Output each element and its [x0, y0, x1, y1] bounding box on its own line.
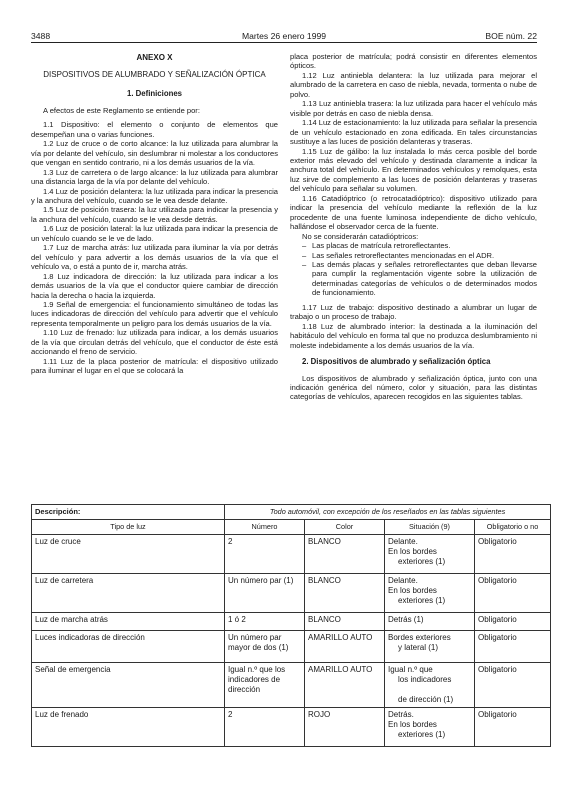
- definition-1-16: 1.16 Catadióptrico (o retrocatadióptrico): dispositivo utilizado para indicar la presencia del vehículo mediante la reflexión de la luz procedente de una fuente luminosa independiente de dicho vehículo, hallándose el observador cerca de la fuente.: [290, 193, 537, 232]
- section-2-heading: 2. Dispositivos de alumbrado y señalización óptica: [302, 357, 491, 367]
- situacion-line: En los bordes: [388, 547, 437, 556]
- column-header-obligatorio: Obligatorio o no: [475, 520, 551, 535]
- situacion-line: y lateral (1): [398, 643, 439, 652]
- definition-1-1: 1.1 Dispositivo: el elemento o conjunto de elementos que desempeñan una o varias funciones.: [31, 120, 278, 139]
- intro-paragraph: A efectos de este Reglamento se entiende por:: [43, 105, 200, 115]
- situacion-line: exteriores (1): [398, 730, 446, 739]
- cell-obligatorio: Obligatorio: [475, 631, 551, 663]
- cell-obligatorio: Obligatorio: [475, 535, 551, 574]
- right-column: [290, 52, 537, 402]
- section-2-paragraph: Los dispositivos de alumbrado y señalización óptica, junto con una indicación genérica del número, color y situación, para las distintas categorías de vehículos, aparecen recogidos en las siguientes tablas.: [290, 373, 537, 402]
- definition-1-12: 1.12 Luz antiniebla delantera: la luz utilizada para mejorar el alumbrado de la carretera en caso de niebla, nevada, tormenta o nube de polvo.: [290, 70, 537, 99]
- table-row: [32, 708, 551, 747]
- cell-situacion: [385, 708, 475, 747]
- cell-obligatorio: Obligatorio: [475, 708, 551, 747]
- page-header: [31, 29, 537, 41]
- cell-numero: Un número par (1): [225, 574, 305, 613]
- situacion-line: Igual n.º que: [388, 665, 433, 674]
- definition-1-3: 1.3 Luz de carretera o de largo alcance: la luz utilizada para alumbrar una distancia larga de la vía por delante del vehículo.: [31, 167, 278, 187]
- definition-1-18: 1.18 Luz de alumbrado interior: la destinada a la iluminación del habitáculo del vehículo en forma tal que no produzca deslumbramiento ni moleste indebidamente a los demás usuarios de la vía.: [290, 321, 537, 350]
- annex-subtitle: DISPOSITIVOS DE ALUMBRADO Y SEÑALIZACIÓN ÓPTICA: [43, 70, 266, 80]
- cell-tipo: Luz de cruce: [32, 535, 225, 574]
- cell-obligatorio: Obligatorio: [475, 613, 551, 631]
- definition-1-9: 1.9 Señal de emergencia: el funcionamiento simultáneo de todas las luces indicadoras de dirección del vehículo para advertir que el vehículo representa temporalmente un peligro para los demás usuarios de la vía.: [31, 299, 278, 328]
- situacion-line: exteriores (1): [398, 596, 446, 605]
- definition-1-2: 1.2 Luz de cruce o de corto alcance: la luz utilizada para alumbrar la vía por delante del vehículo, sin deslumbrar ni molestar a los conductores que vengan en sentido contrario, ni a los demás usuarios de la vía.: [31, 139, 278, 168]
- definition-1-15: 1.15 Luz de gálibo: la luz instalada lo más cerca posible del borde exterior más elevado del vehículo y destinada claramente a indicar la anchura total del vehículo. En determinados vehículos y remolques, esta luz sirve de complemento a las luces de posición delanteras y traseras del vehículo para señalar su volumen.: [290, 146, 537, 194]
- situacion-line: los indicadores: [398, 675, 452, 684]
- lighting-devices-table: [31, 504, 551, 747]
- situacion-line: Delante.: [388, 537, 418, 546]
- cell-color: AMARILLO AUTO: [305, 663, 385, 708]
- situacion-line: Detrás.: [388, 710, 414, 719]
- table-description-label: Descripción:: [32, 505, 225, 520]
- annex-title: ANEXO X: [136, 53, 173, 62]
- definition-1-7: 1.7 Luz de marcha atrás: luz utilizada para iluminar la vía por detrás del vehículo y para advertir a los demás usuarios de la vía que el vehículo va, o está a punto de ir, marcha atrás.: [31, 243, 278, 272]
- header-rule: [31, 42, 537, 43]
- cell-numero: 2: [225, 708, 305, 747]
- column-header-color: Color: [305, 520, 385, 535]
- table-header-row: [32, 520, 551, 535]
- cell-color: BLANCO: [305, 535, 385, 574]
- table-row: [32, 613, 551, 631]
- table-row: [32, 574, 551, 613]
- definition-1-6: 1.6 Luz de posición lateral: la luz utilizada para indicar la presencia de un vehículo cuando se le ve de lado.: [31, 224, 278, 243]
- cell-numero: 2: [225, 535, 305, 574]
- table-row: [32, 535, 551, 574]
- cell-tipo: Luces indicadoras de dirección: [32, 631, 225, 663]
- cell-tipo: Luz de frenado: [32, 708, 225, 747]
- definition-1-8: 1.8 Luz indicadora de dirección: la luz utilizada para indicar a los demás usuarios de la vía que el conductor quiere cambiar de dirección hacia la derecha o hacia la izquierda.: [31, 271, 278, 300]
- left-column: [31, 52, 278, 376]
- definition-1-13: 1.13 Luz antiniebla trasera: la luz utilizada para hacer el vehículo más visible por detrás en caso de niebla densa.: [290, 99, 537, 118]
- cell-obligatorio: Obligatorio: [475, 663, 551, 708]
- page-number: 3488: [31, 31, 51, 41]
- definition-1-5: 1.5 Luz de posición trasera: la luz utilizada para indicar la presencia y la anchura del vehículo, cuando se le vea desde detrás.: [31, 205, 278, 224]
- exclusion-list: [290, 241, 537, 298]
- definition-1-4: 1.4 Luz de posición delantera: la luz utilizada para indicar la presencia y la anchura del vehículo, cuando se le vea desde delante.: [31, 186, 278, 205]
- column-header-numero: Número: [225, 520, 305, 535]
- table-row: [32, 663, 551, 708]
- definition-1-10: 1.10 Luz de frenado: luz utilizada para indicar, a los demás usuarios de la vía que circulan detrás del vehículo, que el conductor de éste está accionando el freno de servicio.: [31, 328, 278, 357]
- situacion-line: exteriores (1): [398, 557, 446, 566]
- definition-1-16-note: No se considerarán catadióptricos:: [302, 231, 419, 241]
- cell-numero: Un número par mayor de dos (1): [225, 631, 305, 663]
- cell-numero: Igual n.º que los indicadores de dirección: [225, 663, 305, 708]
- situacion-line: En los bordes: [388, 720, 437, 729]
- cell-numero: 1 ó 2: [225, 613, 305, 631]
- column-header-tipo: Tipo de luz: [32, 520, 225, 535]
- definition-1-14: 1.14 Luz de estacionamiento: la luz utilizada para señalar la presencia de un vehículo estacionado en zona edificada. En tales circunstancias sustituye a las luces de posición delanteras y traseras.: [290, 118, 537, 147]
- table-description-text: Todo automóvil, con excepción de los reseñados en las tablas siguientes: [225, 505, 551, 520]
- cell-situacion: [385, 574, 475, 613]
- definition-1-17: 1.17 Luz de trabajo: dispositivo destinado a alumbrar un lugar de trabajo o un proceso de trabajo.: [290, 302, 537, 322]
- list-item: – Las placas de matrícula retroreflectantes.: [302, 241, 537, 250]
- cell-tipo: Luz de carretera: [32, 574, 225, 613]
- issue-date: Martes 26 enero 1999: [241, 31, 327, 41]
- cell-obligatorio: Obligatorio: [475, 574, 551, 613]
- cell-color: AMARILLO AUTO: [305, 631, 385, 663]
- cell-tipo: Señal de emergencia: [32, 663, 225, 708]
- cell-situacion: [385, 663, 475, 708]
- cell-tipo: Luz de marcha atrás: [32, 613, 225, 631]
- situacion-line: de dirección (1): [398, 695, 454, 704]
- section-1-heading: 1. Definiciones: [126, 89, 183, 99]
- cell-situacion: [385, 631, 475, 663]
- cell-situacion: [385, 535, 475, 574]
- cell-color: BLANCO: [305, 613, 385, 631]
- cell-color: ROJO: [305, 708, 385, 747]
- situacion-line: En los bordes: [388, 586, 437, 595]
- situacion-line: Delante.: [388, 576, 418, 585]
- definition-1-11-continued: placa posterior de matrícula; podrá consistir en diferentes elementos ópticos.: [290, 52, 537, 71]
- list-item: – Las demás placas y señales retroreflectantes que deban llevarse para cumplir la reglamentación vigente sobre la utilización de determinadas categorías de vehículos o de determinados modos de funcionamiento.: [302, 260, 537, 298]
- situacion-line: Bordes exteriores: [388, 633, 451, 642]
- definition-1-11: 1.11 Luz de la placa posterior de matrícula: el dispositivo utilizado para iluminar el lugar en el que se colocará la: [31, 356, 278, 376]
- journal-issue: BOE núm. 22: [485, 31, 537, 41]
- column-header-situacion: Situación (9): [385, 520, 475, 535]
- list-item: – Las señales retroreflectantes mencionadas en el ADR.: [302, 251, 537, 260]
- cell-color: BLANCO: [305, 574, 385, 613]
- table-row: [32, 631, 551, 663]
- cell-situacion: Detrás (1): [385, 613, 475, 631]
